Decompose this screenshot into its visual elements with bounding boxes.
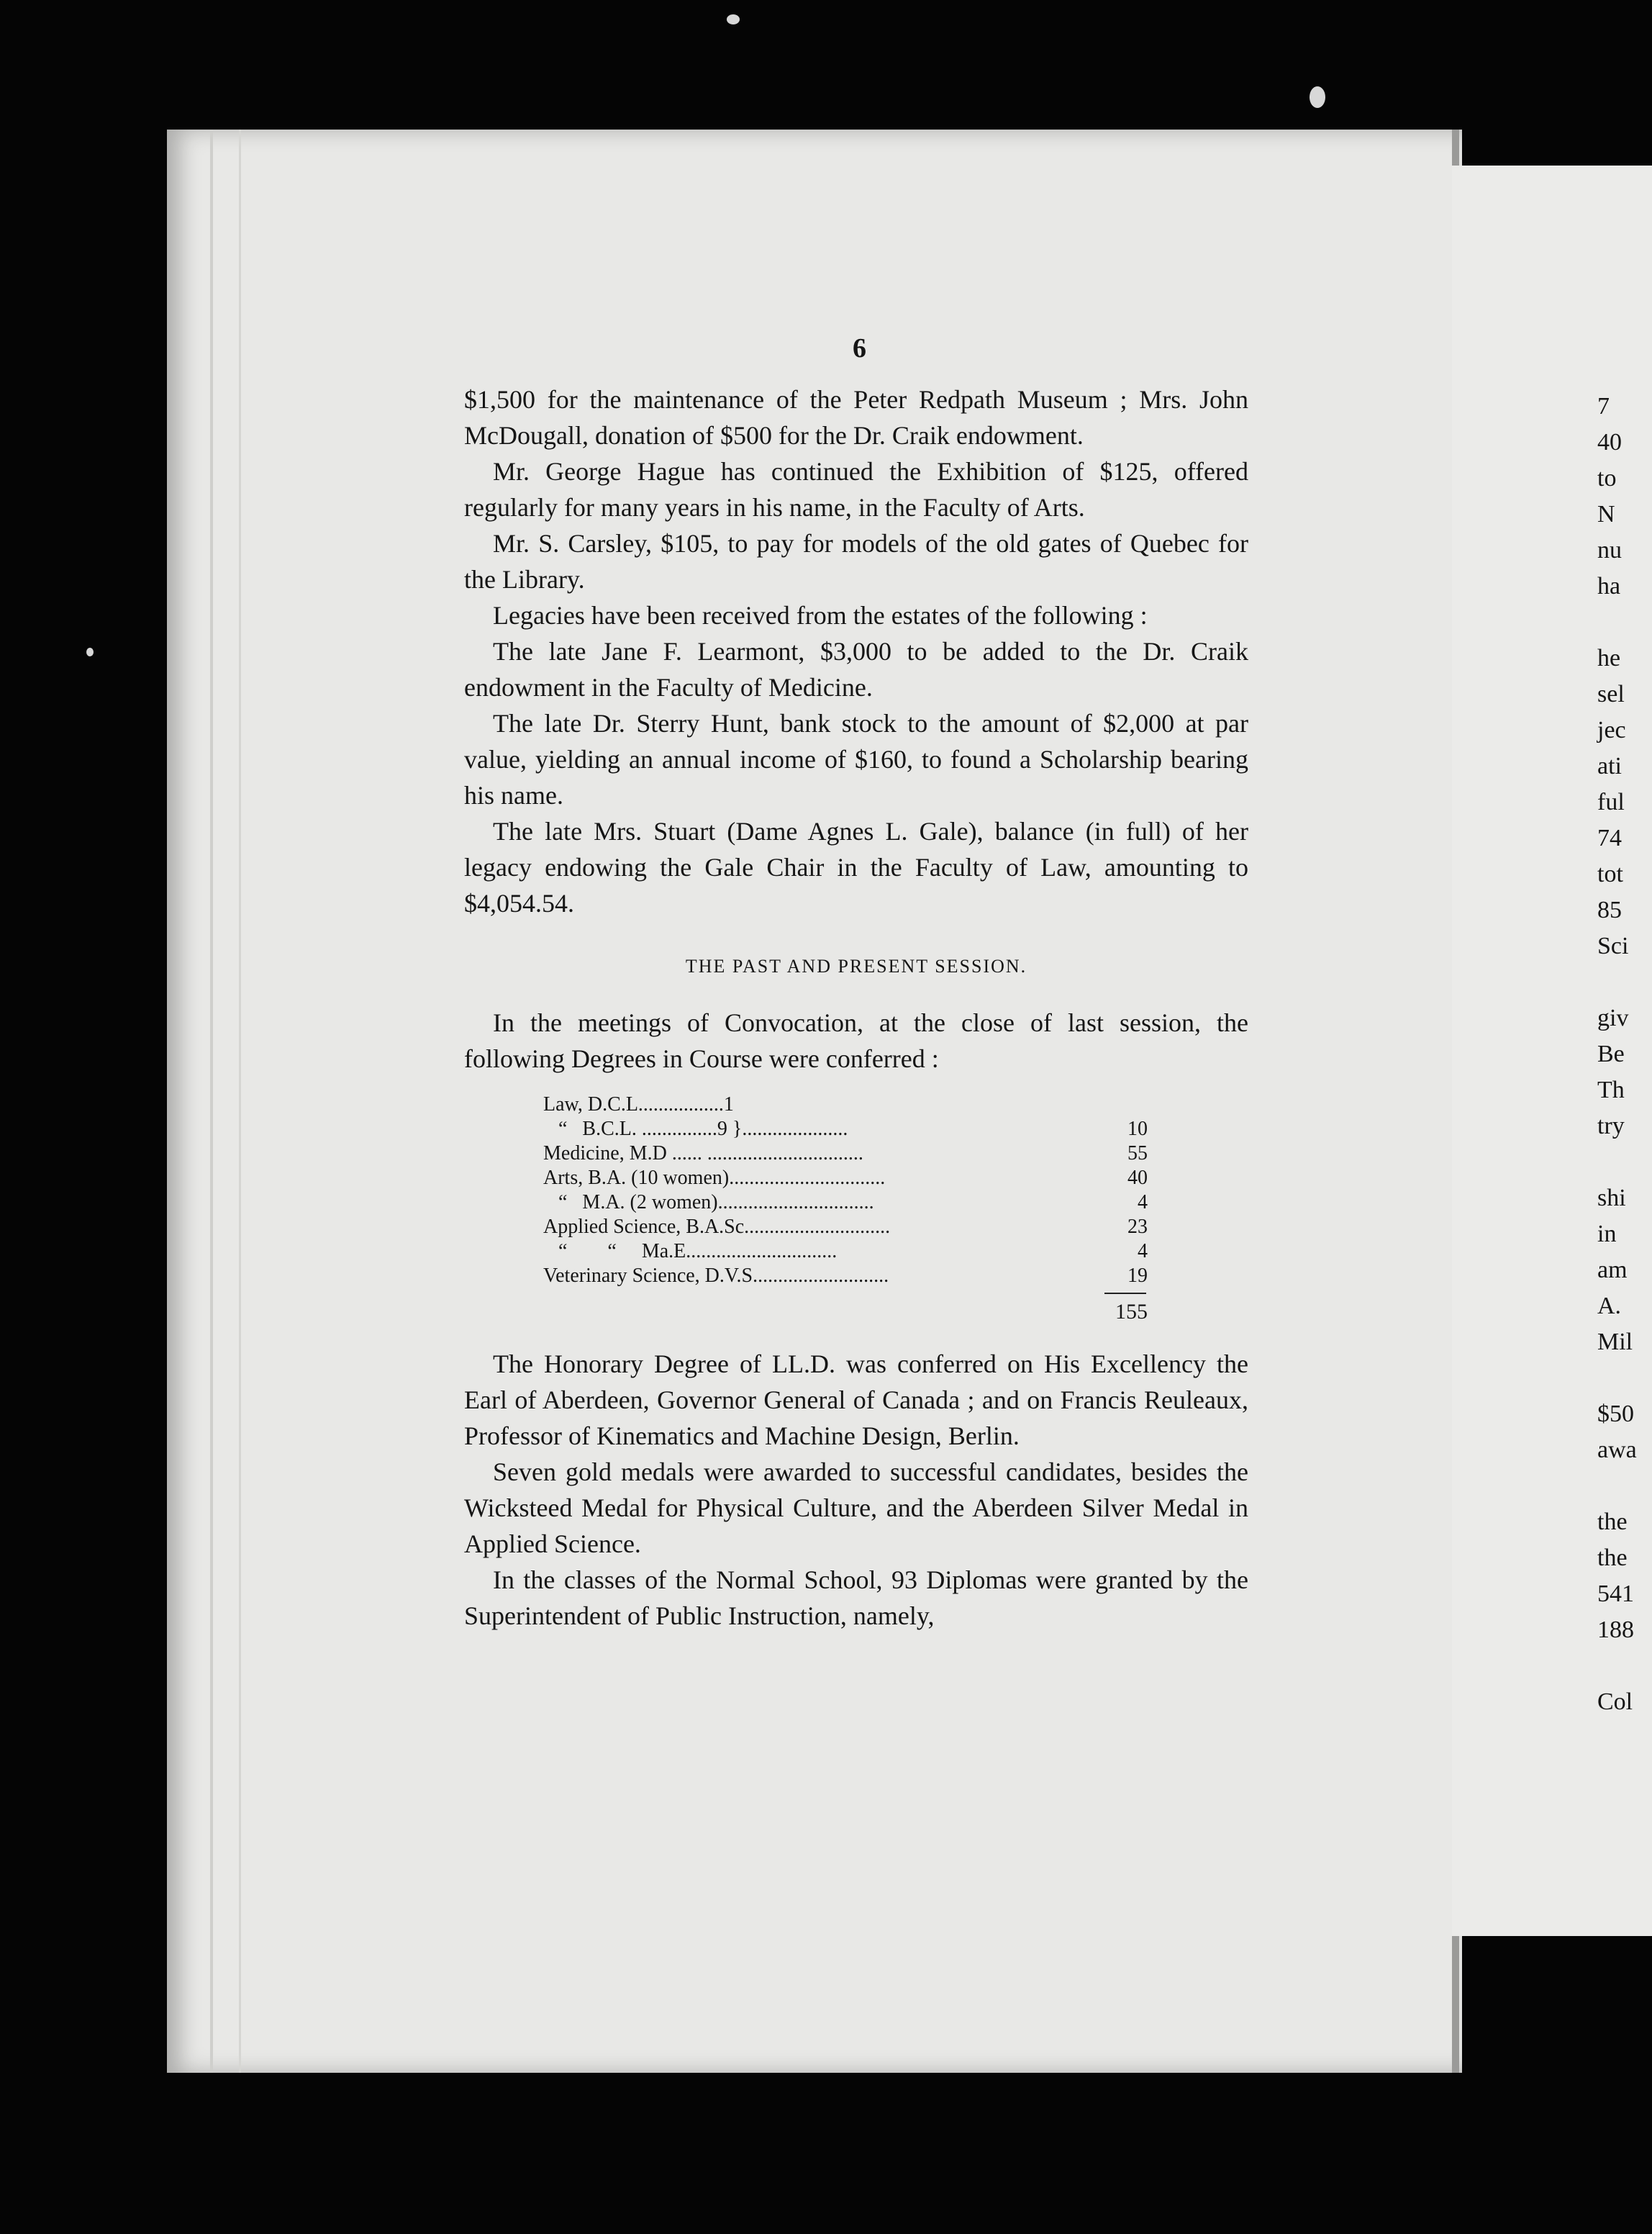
right-page-fragment: he — [1597, 645, 1621, 671]
right-page-fragment: the — [1597, 1545, 1628, 1571]
degree-label: Veterinary Science, D.V.S........................... — [543, 1265, 889, 1287]
degree-label: “ “ Ma.E.............................. — [543, 1240, 838, 1262]
right-page-fragment: shi — [1597, 1185, 1626, 1211]
degree-row — [543, 1215, 1148, 1239]
paragraph: Seven gold medals were awarded to successful candidates, besides the Wicksteed Medal for Physical Culture, and the Aberdeen Silver Medal in Applied Science. — [464, 1457, 1248, 1558]
degree-count: 55 — [1127, 1142, 1148, 1165]
right-page-fragment — [1597, 1648, 1637, 1684]
degree-row — [543, 1239, 1148, 1264]
degrees-total: 155 — [1115, 1300, 1148, 1324]
right-page-fragment: sel — [1597, 681, 1625, 707]
right-page-fragment: ful — [1597, 789, 1625, 815]
right-page-fragment: the — [1597, 1509, 1628, 1535]
right-page-fragment: Th — [1597, 1077, 1625, 1103]
degree-count: 23 — [1127, 1216, 1148, 1238]
degree-row — [543, 1190, 1148, 1215]
scan-speck — [86, 648, 94, 656]
right-page-fragment — [1597, 1144, 1637, 1180]
right-page-fragment — [1597, 964, 1637, 1000]
paragraph: Legacies have been received from the estates of the following : — [493, 601, 1148, 630]
degree-count: 4 — [1138, 1240, 1148, 1262]
right-page-fragment: 74 — [1597, 825, 1622, 851]
paragraph: The Honorary Degree of LL.D. was conferred on His Excellency the Earl of Aberdeen, Governor General of Canada ; and on Francis Reuleaux, Professor of Kinematics and Machine Design, Berlin. — [464, 1349, 1248, 1450]
degree-count — [1104, 1093, 1148, 1117]
paragraph: Mr. George Hague has continued the Exhibition of $125, offered regularly for many years in his name, in the Faculty of Arts. — [464, 457, 1248, 522]
right-page-fragment: A. — [1597, 1293, 1622, 1319]
page-edge-line — [239, 130, 241, 2073]
right-page-fragment: 7 — [1597, 393, 1610, 420]
right-page-fragment: Col — [1597, 1688, 1633, 1715]
right-page-fragments — [1597, 389, 1637, 1720]
paragraph: The late Dr. Sterry Hunt, bank stock to the amount of $2,000 at par value, yielding an annual income of $160, to found a Scholarship bearing his name. — [464, 709, 1248, 810]
right-page-fragment: in — [1597, 1221, 1617, 1247]
right-page-fragment: $50 — [1597, 1401, 1634, 1427]
degree-row — [543, 1117, 1148, 1141]
right-page-fragment: Be — [1597, 1041, 1625, 1067]
paragraph: In the classes of the Normal School, 93 Diplomas were granted by the Superintendent of Public Instruction, namely, — [464, 1565, 1248, 1630]
page-body — [464, 381, 1248, 1634]
right-page-fragment: 40 — [1597, 429, 1622, 456]
degree-label: Medicine, M.D ...... ............................... — [543, 1142, 863, 1165]
degree-count: 19 — [1127, 1265, 1148, 1287]
degree-label: Applied Science, B.A.Sc............................. — [543, 1216, 891, 1238]
scan-speck — [1310, 86, 1325, 108]
right-page-fragment — [1597, 1468, 1637, 1504]
degree-count: 40 — [1127, 1167, 1148, 1189]
right-page-fragment: to — [1597, 465, 1617, 492]
paragraph: The late Jane F. Learmont, $3,000 to be added to the Dr. Craik endowment in the Faculty of Medicine. — [464, 637, 1248, 702]
right-page-fragment: tot — [1597, 861, 1623, 887]
right-page-fragment: giv — [1597, 1005, 1629, 1031]
right-page-fragment: awa — [1597, 1437, 1637, 1463]
degree-label: Law, D.C.L.................1 — [543, 1093, 734, 1116]
degree-row — [543, 1264, 1148, 1288]
right-page-fragment: 541 — [1597, 1580, 1634, 1607]
right-page-fragment: jec — [1597, 717, 1626, 743]
total-rule — [1104, 1293, 1146, 1294]
paragraph: The late Mrs. Stuart (Dame Agnes L. Gale), balance (in full) of her legacy endowing the Gale Chair in the Faculty of Law, amounting to $4,054.54. — [464, 817, 1248, 918]
right-page-fragment: Sci — [1597, 933, 1629, 959]
scan-speck — [727, 14, 740, 24]
degree-label: Arts, B.A. (10 women)............................... — [543, 1167, 886, 1189]
right-page-fragment: try — [1597, 1113, 1625, 1139]
section-heading: THE PAST AND PRESENT SESSION. — [685, 956, 1027, 977]
degrees-table — [543, 1093, 1148, 1324]
right-page-fragment — [1597, 1360, 1637, 1396]
degree-label: “ B.C.L. ...............9 }..................... — [543, 1118, 848, 1140]
right-page-fragment: am — [1597, 1257, 1628, 1283]
right-page-fragment: 85 — [1597, 897, 1622, 923]
right-page-fragment: ha — [1597, 573, 1621, 600]
page-number: 6 — [853, 333, 866, 363]
paragraph: $1,500 for the maintenance of the Peter Redpath Museum ; Mrs. John McDougall, donation of $500 for the Dr. Craik endowment. — [464, 385, 1248, 450]
degree-count: 10 — [1127, 1118, 1148, 1140]
right-page-fragment: Mil — [1597, 1329, 1633, 1355]
right-page-fragment: N — [1597, 501, 1615, 528]
right-page-fragment — [1597, 605, 1637, 641]
paragraph: Mr. S. Carsley, $105, to pay for models of the old gates of Quebec for the Library. — [464, 529, 1248, 594]
right-page-fragment: nu — [1597, 537, 1622, 564]
degree-count: 4 — [1138, 1191, 1148, 1213]
page-edge-line — [210, 130, 213, 2073]
right-page-fragment: ati — [1597, 753, 1622, 779]
degree-row — [543, 1093, 1148, 1117]
degree-label: “ M.A. (2 women)............................... — [543, 1191, 874, 1213]
convocation-intro: In the meetings of Convocation, at the close of last session, the following Degrees in Course were conferred : — [464, 1008, 1248, 1073]
degree-row — [543, 1166, 1148, 1190]
degree-row — [543, 1141, 1148, 1166]
right-page-fragment: 188 — [1597, 1616, 1634, 1643]
